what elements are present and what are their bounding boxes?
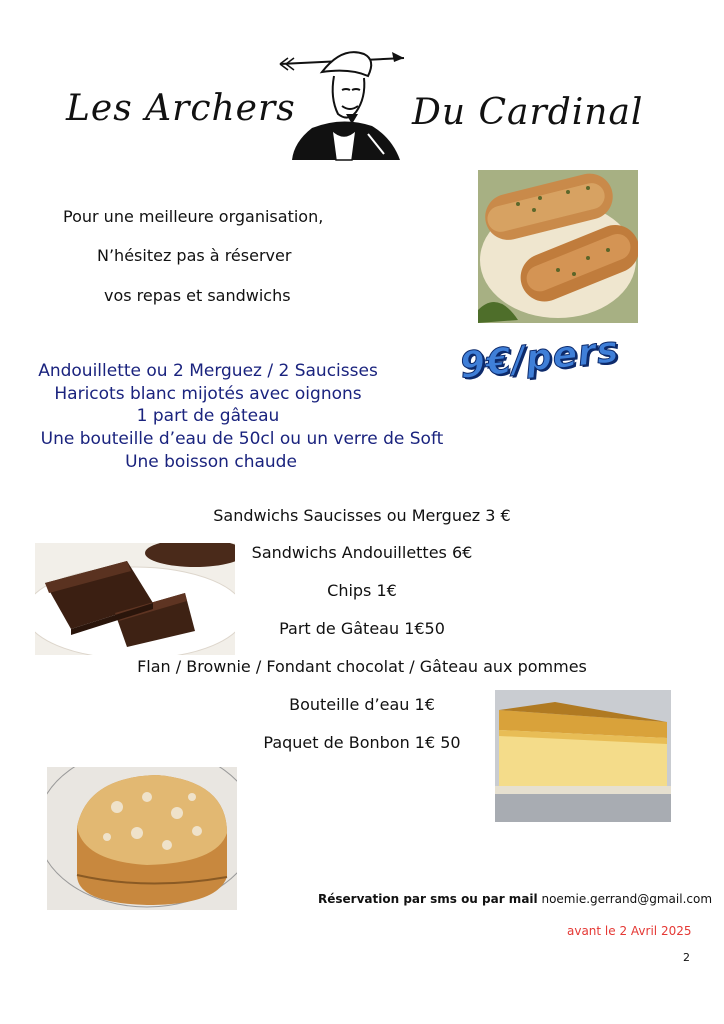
title-les-archers: Les Archers	[66, 88, 296, 129]
price-item-2: Sandwichs Andouillettes 6€	[251, 543, 473, 562]
menu-item-5: Une boisson chaude	[125, 452, 297, 472]
price-item-6: Bouteille d’eau 1€	[289, 695, 435, 714]
apple-cake-photo	[47, 767, 237, 910]
price-item-4: Part de Gâteau 1€50	[279, 619, 445, 638]
price-item-5: Flan / Brownie / Fondant chocolat / Gâteau aux pommes	[137, 657, 587, 676]
price-item-3: Chips 1€	[327, 581, 397, 600]
menu-item-3: 1 part de gâteau	[136, 406, 280, 426]
grilled-sausages-photo	[478, 170, 638, 323]
reservation-deadline: avant le 2 Avril 2025	[567, 924, 692, 938]
reservation-email[interactable]: noemie.gerrand@gmail.com	[541, 892, 713, 906]
menu-item-2: Haricots blanc mijotés avec oignons	[54, 384, 362, 404]
menu-price: 9€/pers	[458, 329, 622, 387]
flan-photo	[495, 690, 671, 822]
price-item-1: Sandwichs Saucisses ou Merguez 3 €	[213, 506, 511, 525]
intro-line-2: N’hésitez pas à réserver	[97, 246, 292, 265]
menu-item-4: Une bouteille d’eau de 50cl ou un verre de Soft	[40, 429, 444, 449]
brownie-photo	[35, 543, 235, 655]
menu-item-1: Andouillette ou 2 Merguez / 2 Saucisses	[38, 361, 378, 381]
intro-line-3: vos repas et sandwichs	[104, 286, 291, 305]
cardinal-archer-logo-icon	[272, 42, 412, 170]
reservation-label: Réservation par sms ou par mail	[318, 892, 538, 906]
price-item-7: Paquet de Bonbon 1€ 50	[263, 733, 461, 752]
page-number: 2	[683, 951, 690, 964]
title-du-cardinal: Du Cardinal	[412, 92, 644, 133]
reservation-line	[318, 892, 712, 906]
intro-line-1: Pour une meilleure organisation,	[63, 207, 324, 226]
